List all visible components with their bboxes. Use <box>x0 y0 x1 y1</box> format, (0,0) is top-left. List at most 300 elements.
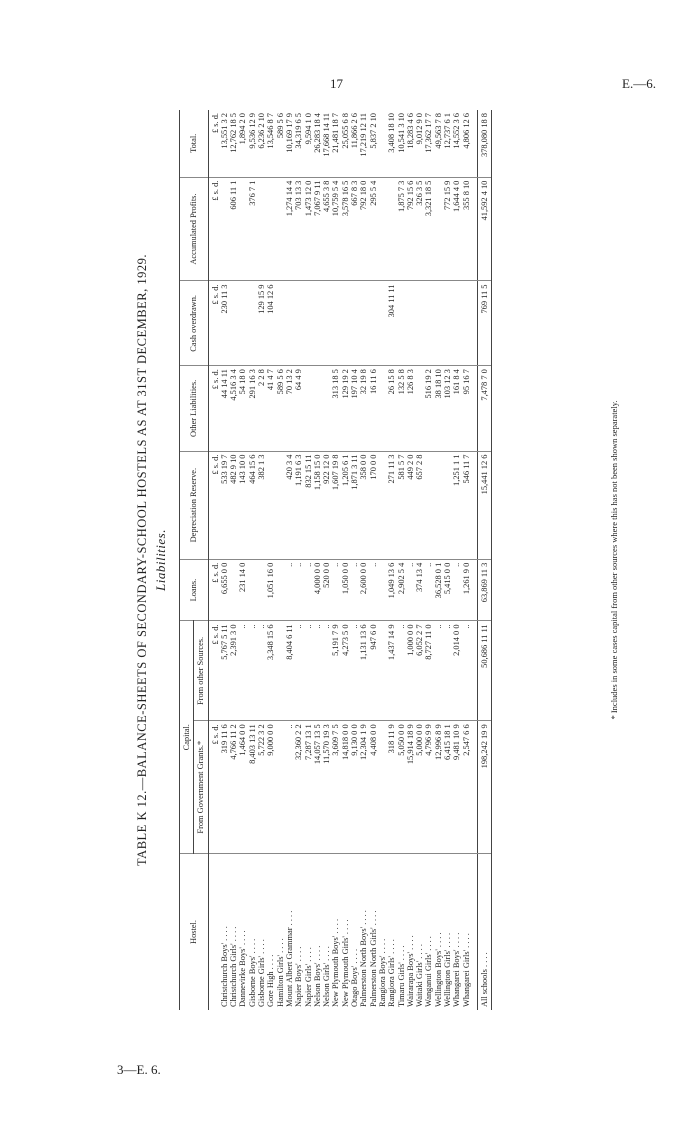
value-cell-profits: 1,274 14 4 <box>285 177 294 281</box>
value-cell-other: .. <box>257 621 266 721</box>
value-cell-profits: 355 8 10 <box>462 177 471 281</box>
value-cell-dep: 1,251 1 1 <box>452 451 461 559</box>
value-cell-oth_liab: 103 12 3 <box>443 366 452 451</box>
value-cell-profits: 1,644 4 0 <box>452 177 461 281</box>
value-cell-dep <box>276 451 285 559</box>
value-cell-dep: 420 3 4 <box>285 451 294 559</box>
table-row <box>369 110 378 1010</box>
rotated-table-block <box>135 110 657 1010</box>
hostel-name: Whangarei Boys' . . . . <box>452 932 462 1007</box>
value-cell-total: 14,552 3 6 <box>452 110 461 177</box>
value-cell-loans: 1,051 16 0 <box>266 559 275 621</box>
table-row <box>220 110 229 1010</box>
value-cell-other: 1,437 14 9 <box>387 621 396 721</box>
table-row <box>443 110 452 1010</box>
value-cell-govt: 5,000 0 0 <box>415 721 424 854</box>
value-cell-cash <box>452 281 461 366</box>
value-cell-cash <box>406 281 415 366</box>
hostel-name: Mount Albert Grammar . . . . <box>284 910 294 1007</box>
header-other-liabilities: Other Liabilities. <box>180 366 209 451</box>
value-cell-other <box>276 621 285 721</box>
value-cell-total: 17,362 17 7 <box>424 110 433 177</box>
value-cell-govt: 4,408 0 0 <box>369 721 378 854</box>
table-row <box>406 110 415 1010</box>
footnote: * Includes in some cases capital from other sources where this has not been shown separately. <box>609 400 619 720</box>
value-cell-govt: 4,766 11 2 <box>229 721 238 854</box>
value-cell-cash <box>248 281 257 366</box>
hostel-name: Gore High . . . . <box>266 954 276 1007</box>
value-cell-govt: 32,360 2 2 <box>294 721 303 854</box>
value-cell-oth_liab: 26 15 8 <box>387 366 396 451</box>
hostel-name: Waitaki Girls' . . . . <box>415 944 425 1007</box>
value-cell-loans: .. <box>331 559 340 621</box>
value-cell-other: .. <box>248 621 257 721</box>
table-row <box>238 110 247 1010</box>
value-cell-total: 5,837 2 10 <box>369 110 378 177</box>
table-row <box>378 110 387 1010</box>
value-cell-loans <box>248 559 257 621</box>
value-cell-loans: .. <box>369 559 378 621</box>
hostel-name: Nelson Girls' . . . . <box>322 946 332 1007</box>
table-row <box>266 110 275 1010</box>
value-cell-other: .. <box>397 621 406 721</box>
value-cell-cash <box>369 281 378 366</box>
value-cell-total <box>378 110 387 177</box>
value-cell-cash <box>304 281 313 366</box>
value-cell-dep: 143 10 0 <box>238 451 247 559</box>
table-row <box>415 110 424 1010</box>
value-cell-other: .. <box>313 621 322 721</box>
value-cell-govt <box>276 721 285 854</box>
value-cell-cash: 104 12 6 <box>266 281 275 366</box>
value-cell-profits: 295 5 4 <box>369 177 378 281</box>
total-cell-dep: 15,441 12 6 <box>477 451 491 559</box>
units-cell: £ s. d. <box>208 451 220 559</box>
value-cell-cash <box>322 281 331 366</box>
value-cell-cash <box>359 281 368 366</box>
value-cell-loans <box>257 559 266 621</box>
table-body <box>208 110 492 1010</box>
value-cell-other: 8,727 11 0 <box>424 621 433 721</box>
value-cell-loans: .. <box>424 559 433 621</box>
value-cell-cash <box>313 281 322 366</box>
total-cell-profits: 41,592 4 10 <box>477 177 491 281</box>
value-cell-dep: 482 9 10 <box>229 451 238 559</box>
value-cell-oth_liab <box>415 366 424 451</box>
value-cell-profits: 772 15 9 <box>443 177 452 281</box>
value-cell-dep: 1,191 6 3 <box>294 451 303 559</box>
value-cell-govt: 8,403 13 11 <box>248 721 257 854</box>
hostel-name: Napier Girls' . . . . <box>303 947 313 1007</box>
hostel-name: New Plymouth Boys' . . . . <box>331 918 341 1007</box>
hostel-name: Whangarei Girls' . . . . <box>461 933 471 1007</box>
table-row <box>424 110 433 1010</box>
value-cell-other: 1,131 13 6 <box>359 621 368 721</box>
value-cell-total: 3,408 18 10 <box>387 110 396 177</box>
value-cell-other: 8,404 6 11 <box>285 621 294 721</box>
value-cell-loans: .. <box>452 559 461 621</box>
hostel-name: Palmerston North Girls' . . . . <box>368 910 378 1007</box>
table-subtitle: Liabilities. <box>153 529 168 591</box>
value-cell-profits <box>238 177 247 281</box>
value-cell-oth_liab: 32 19 8 <box>359 366 368 451</box>
balance-sheet-table <box>179 110 492 1010</box>
table-title: TABLE K 12.—BALANCE-SHEETS OF SECONDARY-SCHOOL HOSTELS AS AT 31ST DECEMBER, 1929. <box>135 254 149 866</box>
value-cell-oth_liab: 129 19 2 <box>341 366 350 451</box>
value-cell-oth_liab: 41 4 7 <box>266 366 275 451</box>
table-row <box>257 110 266 1010</box>
header-hostel: Hostel. <box>180 854 209 1011</box>
value-cell-dep <box>378 451 387 559</box>
total-cell-other: 50,686 11 11 <box>477 621 491 721</box>
value-cell-oth_liab: 54 18 0 <box>238 366 247 451</box>
value-cell-profits: 1,875 7 3 <box>397 177 406 281</box>
table-row <box>452 110 461 1010</box>
table-row <box>462 110 471 1010</box>
value-cell-oth_liab: 44 14 11 <box>220 366 229 451</box>
value-cell-total: 12,762 18 5 <box>229 110 238 177</box>
value-cell-total: 13,546 8 7 <box>266 110 275 177</box>
value-cell-total: 21,481 18 7 <box>331 110 340 177</box>
header-capital: Capital. <box>180 621 194 854</box>
value-cell-cash <box>378 281 387 366</box>
value-cell-dep: 657 2 8 <box>415 451 424 559</box>
value-cell-profits: 792 18 0 <box>359 177 368 281</box>
value-cell-govt: 9,000 0 0 <box>266 721 275 854</box>
units-cell: £ s. d. <box>208 559 220 621</box>
value-cell-loans <box>229 559 238 621</box>
value-cell-dep: 358 0 0 <box>359 451 368 559</box>
units-cell: £ s. d. <box>208 110 220 177</box>
value-cell-other: .. <box>304 621 313 721</box>
value-cell-profits <box>387 177 396 281</box>
value-cell-total: 589 5 6 <box>276 110 285 177</box>
value-cell-govt: 14,057 13 5 <box>313 721 322 854</box>
value-cell-oth_liab: 132 5 8 <box>397 366 406 451</box>
table-row <box>331 110 340 1010</box>
hostel-name: Timaru Girls' . . . . <box>396 945 406 1007</box>
table-row <box>350 110 359 1010</box>
value-cell-profits <box>220 177 229 281</box>
value-cell-total: 9,536 12 9 <box>248 110 257 177</box>
value-cell-cash: 230 11 3 <box>220 281 229 366</box>
value-cell-other <box>378 621 387 721</box>
value-cell-loans: .. <box>406 559 415 621</box>
value-cell-cash <box>238 281 247 366</box>
value-cell-cash: 304 11 11 <box>387 281 396 366</box>
value-cell-oth_liab <box>313 366 322 451</box>
table-row <box>294 110 303 1010</box>
value-cell-total: 10,541 3 10 <box>397 110 406 177</box>
value-cell-total: 17,219 12 11 <box>359 110 368 177</box>
units-cell: £ s. d. <box>208 621 220 721</box>
table-row <box>397 110 406 1010</box>
table-row <box>276 110 285 1010</box>
page-number: 17 <box>330 76 343 91</box>
value-cell-total: 18,283 4 6 <box>406 110 415 177</box>
table-row <box>322 110 331 1010</box>
value-cell-govt: 4,796 9 9 <box>424 721 433 854</box>
value-cell-cash <box>462 281 471 366</box>
value-cell-other: 5,191 7 9 <box>331 621 340 721</box>
hostel-name: Gisborne Girls' . . . . <box>257 939 267 1007</box>
value-cell-loans: 36,528 0 1 <box>434 559 443 621</box>
hostel-name: Napier Boys' . . . . <box>294 946 304 1007</box>
value-cell-profits <box>378 177 387 281</box>
value-cell-total: 11,866 2 6 <box>350 110 359 177</box>
header-total: Total. <box>180 110 209 177</box>
value-cell-other: .. <box>350 621 359 721</box>
value-cell-oth_liab: 589 5 6 <box>276 366 285 451</box>
value-cell-cash <box>415 281 424 366</box>
header-depreciation: Depreciation Reserve. <box>180 451 209 559</box>
value-cell-total: 9,594 1 0 <box>304 110 313 177</box>
value-cell-other: 2,391 3 0 <box>229 621 238 721</box>
table-row <box>304 110 313 1010</box>
hostel-name: New Plymouth Girls' . . . . <box>340 919 350 1007</box>
value-cell-oth_liab: 313 18 5 <box>331 366 340 451</box>
value-cell-govt: 14,818 0 0 <box>341 721 350 854</box>
hostel-name: Palmerston North Boys' . . . . <box>359 910 369 1007</box>
value-cell-oth_liab: 291 16 3 <box>248 366 257 451</box>
value-cell-total: 12,737 6 1 <box>443 110 452 177</box>
value-cell-dep: 546 11 7 <box>462 451 471 559</box>
value-cell-govt: 9,130 0 0 <box>350 721 359 854</box>
total-row <box>477 110 491 1010</box>
value-cell-profits <box>257 177 266 281</box>
value-cell-dep: 449 2 0 <box>406 451 415 559</box>
hostel-name: Wellington Girls' . . . . <box>443 932 453 1007</box>
value-cell-loans: 5,415 0 0 <box>443 559 452 621</box>
value-cell-govt: 318 11 9 <box>387 721 396 854</box>
value-cell-loans: .. <box>304 559 313 621</box>
units-row <box>208 110 220 1010</box>
value-cell-dep <box>266 451 275 559</box>
total-cell-govt: 198,242 19 9 <box>477 721 491 854</box>
value-cell-cash <box>276 281 285 366</box>
value-cell-govt: 6,415 18 1 <box>443 721 452 854</box>
value-cell-profits: 4,655 3 8 <box>322 177 331 281</box>
value-cell-loans: 2,600 0 0 <box>359 559 368 621</box>
value-cell-dep: 922 12 0 <box>322 451 331 559</box>
total-cell-cash: 769 11 5 <box>477 281 491 366</box>
value-cell-other: 3,348 15 6 <box>266 621 275 721</box>
value-cell-total: 49,563 7 8 <box>434 110 443 177</box>
value-cell-total: 13,551 3 2 <box>220 110 229 177</box>
units-cell: £ s. d. <box>208 721 220 854</box>
value-cell-loans: 1,261 9 0 <box>462 559 471 621</box>
hostel-name: Rangiora Girls' . . . . <box>387 939 397 1007</box>
value-cell-cash <box>434 281 443 366</box>
document-reference-right: E.—6. <box>622 76 656 91</box>
hostel-name: Dannevirke Boys' . . . . <box>238 930 248 1007</box>
table-row <box>229 110 238 1010</box>
value-cell-govt: 7,287 13 1 <box>304 721 313 854</box>
value-cell-loans: 1,049 13 6 <box>387 559 396 621</box>
units-cell: £ s. d. <box>208 366 220 451</box>
value-cell-other: 5,767 5 11 <box>220 621 229 721</box>
value-cell-dep: 1,871 3 11 <box>350 451 359 559</box>
value-cell-loans: 6,655 0 0 <box>220 559 229 621</box>
value-cell-oth_liab: 16 11 6 <box>369 366 378 451</box>
value-cell-govt: 3,609 7 5 <box>331 721 340 854</box>
value-cell-dep: 832 15 11 <box>304 451 313 559</box>
value-cell-profits: 7,067 9 11 <box>313 177 322 281</box>
value-cell-other: 1,000 0 0 <box>406 621 415 721</box>
value-cell-cash <box>350 281 359 366</box>
value-cell-oth_liab <box>322 366 331 451</box>
value-cell-govt: 11,570 19 3 <box>322 721 331 854</box>
value-cell-govt: 2,547 6 6 <box>462 721 471 854</box>
hostel-name: Nelson Boys' . . . . <box>312 945 322 1007</box>
value-cell-total: 4,806 12 6 <box>462 110 471 177</box>
hostel-name: Christchurch Girls' . . . . <box>229 926 239 1007</box>
value-cell-govt <box>378 721 387 854</box>
value-cell-loans <box>276 559 285 621</box>
value-cell-total: 9,012 9 0 <box>415 110 424 177</box>
value-cell-cash <box>331 281 340 366</box>
value-cell-profits <box>434 177 443 281</box>
header-cash-overdrawn: Cash overdrawn. <box>180 281 209 366</box>
table-row <box>359 110 368 1010</box>
value-cell-other: .. <box>443 621 452 721</box>
header-accumulated-profits: Accumulated Profits. <box>180 177 209 281</box>
value-cell-cash <box>341 281 350 366</box>
table-row <box>434 110 443 1010</box>
table-row <box>341 110 350 1010</box>
total-cell-oth_liab: 7,478 7 0 <box>477 366 491 451</box>
value-cell-oth_liab <box>378 366 387 451</box>
total-cell-total: 378,080 18 8 <box>477 110 491 177</box>
table-row <box>387 110 396 1010</box>
value-cell-loans: 1,050 0 0 <box>341 559 350 621</box>
header-other-sources: From other Sources. <box>194 621 208 721</box>
value-cell-dep: 1,158 15 0 <box>313 451 322 559</box>
value-cell-cash <box>285 281 294 366</box>
value-cell-loans: .. <box>294 559 303 621</box>
header-loans: Loans. <box>180 559 209 621</box>
value-cell-total: 1,894 2 0 <box>238 110 247 177</box>
value-cell-other: .. <box>294 621 303 721</box>
value-cell-loans: 231 14 0 <box>238 559 247 621</box>
value-cell-other: .. <box>462 621 471 721</box>
value-cell-oth_liab: 197 10 4 <box>350 366 359 451</box>
value-cell-govt: 12,996 8 9 <box>434 721 443 854</box>
value-cell-loans: .. <box>350 559 359 621</box>
hostel-name: Hamilton Girls' . . . . <box>275 938 285 1007</box>
table-row <box>248 110 257 1010</box>
value-cell-dep <box>443 451 452 559</box>
value-cell-cash <box>229 281 238 366</box>
value-cell-dep: 581 5 7 <box>397 451 406 559</box>
hostel-name: Otago Boys' . . . . <box>350 948 360 1007</box>
value-cell-cash <box>424 281 433 366</box>
value-cell-cash: 129 15 9 <box>257 281 266 366</box>
value-cell-dep: 1,205 6 1 <box>341 451 350 559</box>
table-row <box>313 110 322 1010</box>
value-cell-oth_liab: 126 8 3 <box>406 366 415 451</box>
value-cell-profits: 703 13 3 <box>294 177 303 281</box>
value-cell-other: .. <box>238 621 247 721</box>
hostel-name: Gisborne Boys' . . . . <box>247 938 257 1007</box>
value-cell-profits: 606 11 1 <box>229 177 238 281</box>
value-cell-dep <box>424 451 433 559</box>
total-cell-loans: 63,869 11 3 <box>477 559 491 621</box>
hostel-name: Wairarapa Boys' . . . . <box>405 935 415 1007</box>
value-cell-profits <box>266 177 275 281</box>
value-cell-profits: 3,321 18 5 <box>424 177 433 281</box>
value-cell-other: .. <box>434 621 443 721</box>
value-cell-govt: .. <box>285 721 294 854</box>
value-cell-loans: .. <box>285 559 294 621</box>
value-cell-dep: 533 19 7 <box>220 451 229 559</box>
value-cell-dep: 464 15 6 <box>248 451 257 559</box>
value-cell-total: 25,055 6 8 <box>341 110 350 177</box>
value-cell-oth_liab <box>304 366 313 451</box>
value-cell-other: 2,014 0 0 <box>452 621 461 721</box>
value-cell-oth_liab: 161 8 4 <box>452 366 461 451</box>
value-cell-other: 6,052 2 7 <box>415 621 424 721</box>
value-cell-profits <box>276 177 285 281</box>
value-cell-total: 34,319 6 5 <box>294 110 303 177</box>
value-cell-loans: 374 13 4 <box>415 559 424 621</box>
value-cell-other: .. <box>322 621 331 721</box>
value-cell-profits: 1,473 12 0 <box>304 177 313 281</box>
value-cell-other: 947 6 0 <box>369 621 378 721</box>
value-cell-govt: 1,464 0 0 <box>238 721 247 854</box>
value-cell-dep: 271 11 3 <box>387 451 396 559</box>
value-cell-oth_liab: 64 4 9 <box>294 366 303 451</box>
value-cell-cash <box>443 281 452 366</box>
value-cell-profits: 667 8 3 <box>350 177 359 281</box>
value-cell-total: 10,169 17 9 <box>285 110 294 177</box>
table-row <box>285 110 294 1010</box>
value-cell-govt: 15,914 18 9 <box>406 721 415 854</box>
value-cell-dep: 1,607 19 8 <box>331 451 340 559</box>
value-cell-profits: 3,578 16 5 <box>341 177 350 281</box>
hostel-name: Christchurch Boys' . . . . <box>219 926 229 1007</box>
value-cell-govt: 5,050 0 0 <box>397 721 406 854</box>
hostel-name: Rangiora Boys' . . . . <box>377 938 387 1007</box>
value-cell-cash <box>294 281 303 366</box>
value-cell-oth_liab: 95 16 7 <box>462 366 471 451</box>
value-cell-dep: 382 1 3 <box>257 451 266 559</box>
value-cell-total: 17,668 14 11 <box>322 110 331 177</box>
value-cell-dep <box>434 451 443 559</box>
units-blank <box>208 854 220 1011</box>
value-cell-oth_liab: 38 18 10 <box>434 366 443 451</box>
value-cell-loans: 4,000 0 0 <box>313 559 322 621</box>
hostel-name: Wellington Boys' . . . . <box>433 932 443 1007</box>
value-cell-profits: 792 15 6 <box>406 177 415 281</box>
value-cell-loans: 520 0 0 <box>322 559 331 621</box>
value-cell-govt: 5,722 3 2 <box>257 721 266 854</box>
value-cell-dep: 170 0 0 <box>369 451 378 559</box>
value-cell-other: 4,273 5 0 <box>341 621 350 721</box>
value-cell-loans: 2,902 5 4 <box>397 559 406 621</box>
value-cell-oth_liab: 2 2 8 <box>257 366 266 451</box>
value-cell-oth_liab: 516 19 2 <box>424 366 433 451</box>
value-cell-oth_liab: 4,516 3 4 <box>229 366 238 451</box>
header-government-grants: From Government Grants.* <box>194 721 208 854</box>
value-cell-profits: 376 7 1 <box>248 177 257 281</box>
value-cell-govt: 319 11 6 <box>220 721 229 854</box>
value-cell-oth_liab: 70 13 2 <box>285 366 294 451</box>
value-cell-profits: 10,759 5 4 <box>331 177 340 281</box>
value-cell-govt: 9,481 10 9 <box>452 721 461 854</box>
hostel-name: Wanganui Girls' . . . . <box>424 936 434 1007</box>
total-label: All schools . . . . <box>477 854 491 1011</box>
